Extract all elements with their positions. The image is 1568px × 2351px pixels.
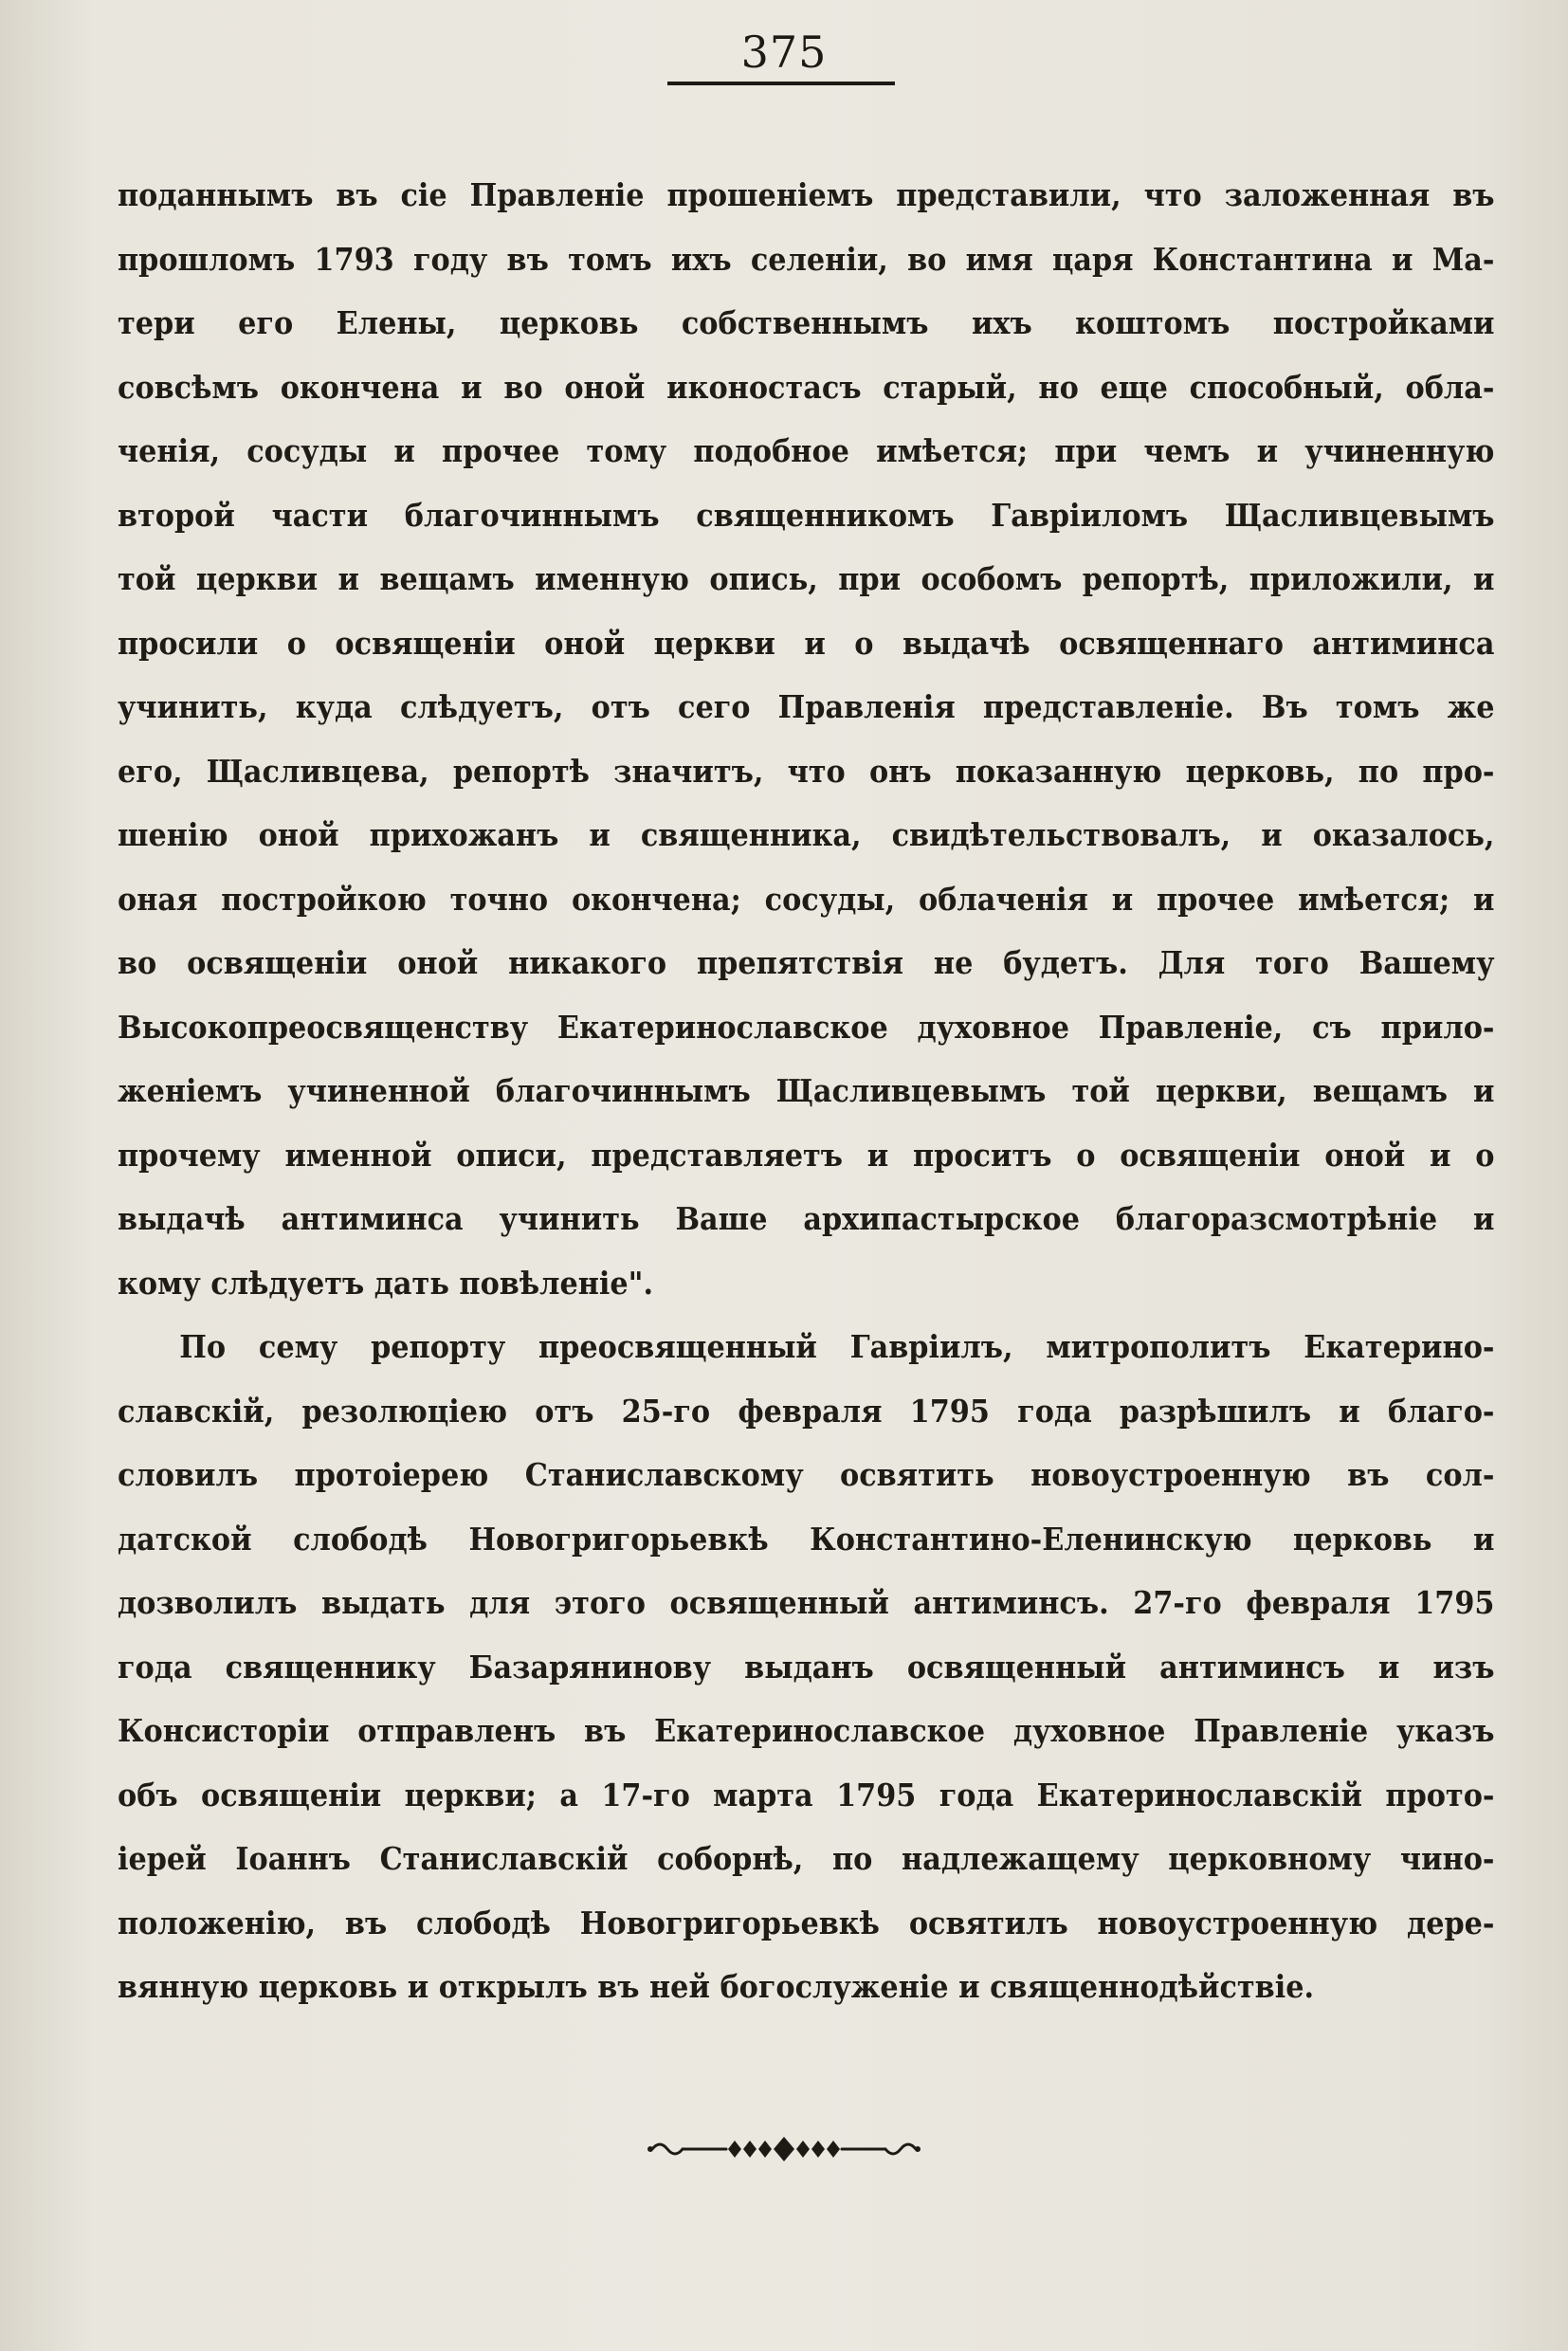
text-line: іерей Іоаннъ Станиславскій соборнѣ, по надлежащему церковному чино- <box>118 1840 1495 1877</box>
text-line: кому слѣдуетъ дать повѣленіе". <box>118 1264 654 1302</box>
text-line: просили о освященіи оной церкви и о выдачѣ освященнаго антиминса <box>118 624 1495 662</box>
text-line: положенію, въ слободѣ Новогригорьевкѣ освятилъ новоустроенную дере- <box>118 1904 1495 1941</box>
text-line: его, Щасливцева, репортѣ значитъ, что онъ показанную церковь, по про- <box>118 752 1495 790</box>
text-line: датской слободѣ Новогригорьевкѣ Константино-Еленинскую церковь и <box>118 1520 1495 1558</box>
text-line: выдачѣ антиминса учинить Ваше архипастырское благоразсмотрѣніе и <box>118 1200 1495 1237</box>
text-line: дозволилъ выдать для этого освященный антиминсъ. 27-го февраля 1795 <box>118 1584 1495 1621</box>
text-line: тери его Елены, церковь собственнымъ ихъ коштомъ постройками <box>118 304 1495 341</box>
text-line: женіемъ учиненной благочиннымъ Щасливцевымъ той церкви, вещамъ и <box>118 1072 1495 1109</box>
text-line: ченія, сосуды и прочее тому подобное имѣется; при чемъ и учиненную <box>118 432 1495 469</box>
text-line: оная постройкою точно окончена; сосуды, облаченія и прочее имѣется; и <box>118 880 1495 918</box>
text-line: второй части благочиннымъ священникомъ Гавріиломъ Щасливцевымъ <box>118 496 1495 534</box>
text-line: во освященіи оной никакого препятствія не будетъ. Для того Вашему <box>118 944 1495 981</box>
body-text <box>118 163 1494 2019</box>
text-line: той церкви и вещамъ именную опись, при особомъ репортѣ, приложили, и <box>118 560 1495 597</box>
text-line: учинить, куда слѣдуетъ, отъ сего Правленія представленіе. Въ томъ же <box>118 688 1495 725</box>
text-line: поданнымъ въ сіе Правленіе прошеніемъ представили, что заложенная въ <box>118 176 1495 213</box>
text-line: славскій, резолюціею отъ 25-го февраля 1795 года разрѣшилъ и благо- <box>118 1392 1495 1430</box>
text-line: прочему именной описи, представляетъ и проситъ о освященіи оной и о <box>118 1136 1495 1174</box>
text-line: словилъ протоіерею Станиславскому освятить новоустроенную въ сол- <box>118 1456 1495 1493</box>
text-line: Консисторіи отправленъ въ Екатеринославское духовное Правленіе указъ <box>118 1712 1495 1749</box>
page-number-underline <box>667 82 895 85</box>
text-line: шенію оной прихожанъ и священника, свидѣтельствовалъ, и оказалось, <box>118 816 1495 853</box>
text-line: По сему репорту преосвященный Гавріилъ, митрополитъ Екатерино- <box>179 1328 1495 1365</box>
text-line: совсѣмъ окончена и во оной иконостасъ старый, но еще способный, обла- <box>118 368 1495 406</box>
text-line: Высокопреосвященству Екатеринославское духовное Правленіе, съ прило- <box>118 1008 1495 1046</box>
text-line: объ освященіи церкви; а 17-го марта 1795 года Екатеринославскій прото- <box>118 1776 1495 1813</box>
ornament-divider-icon <box>647 2128 921 2166</box>
page-number: 375 <box>740 27 828 78</box>
text-line: года священнику Базарянинову выданъ освященный антиминсъ и изъ <box>118 1648 1495 1686</box>
text-line: вянную церковь и открылъ въ ней богослуженіе и священнодѣйствіе. <box>118 1968 1315 2005</box>
text-line: прошломъ 1793 году въ томъ ихъ селеніи, во имя царя Константина и Ма- <box>118 240 1495 278</box>
